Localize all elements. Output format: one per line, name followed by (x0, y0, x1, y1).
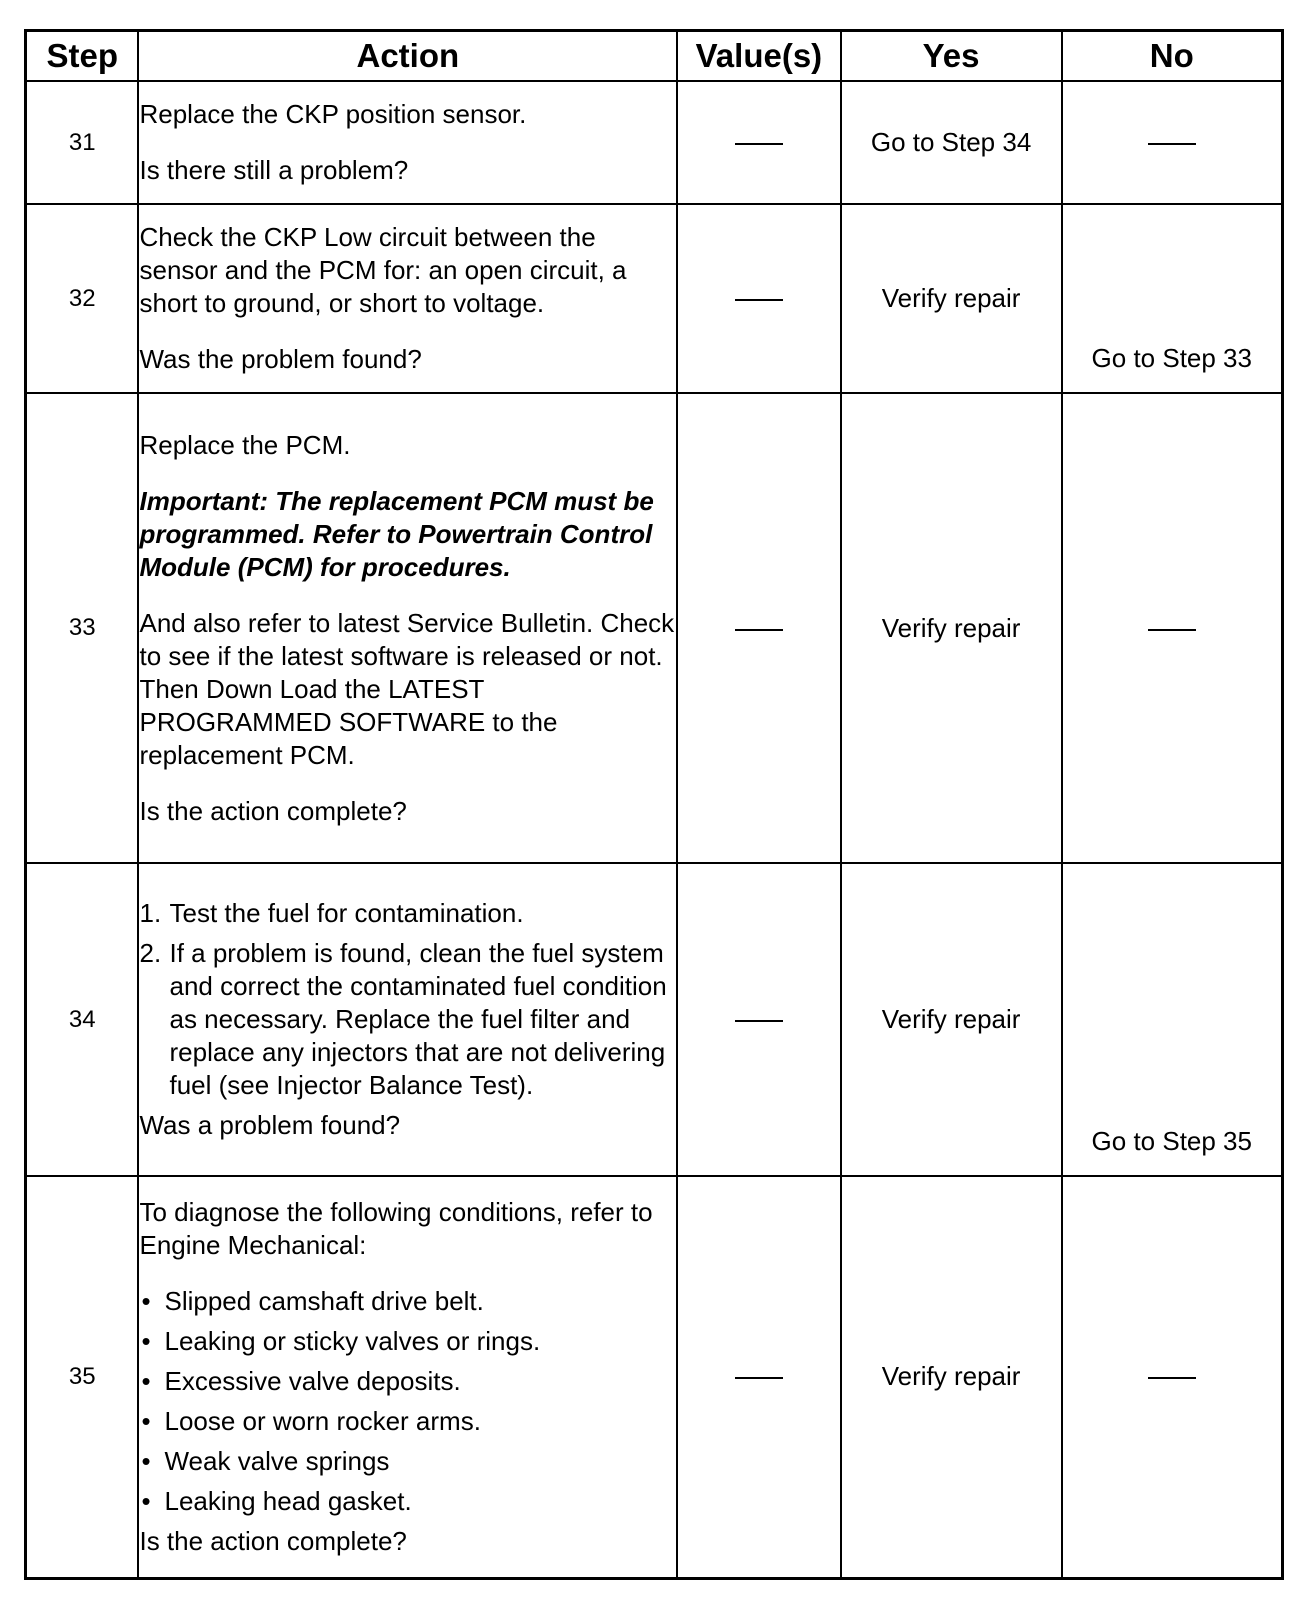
action-cell (138, 204, 677, 393)
diagnostic-table (24, 29, 1284, 1580)
dash-mark (735, 299, 783, 301)
dash-mark (1148, 629, 1196, 631)
header-action: Action (138, 31, 677, 82)
service-bulletin-note: And also refer to latest Service Bulletin. Check to see if the latest software is released or not. Then Down Load the LATEST PROGRAMMED SOFTWARE to the replacement PCM. (139, 607, 675, 770)
yes-cell: Verify repair (841, 1176, 1062, 1578)
table-row (26, 863, 1283, 1176)
list-item: • Weak valve springs (139, 1445, 676, 1478)
dash-mark (735, 143, 783, 145)
dash-mark (735, 1020, 783, 1022)
action-cell (138, 863, 677, 1176)
table-row (26, 81, 1283, 204)
yes-cell: Verify repair (841, 204, 1062, 393)
action-question: Is the action complete? (139, 1525, 407, 1556)
yes-cell: Verify repair (841, 393, 1062, 863)
important-note: Important: The replacement PCM must be programmed. Refer to Powertrain Control Module (PCM) for procedures. (139, 485, 654, 582)
bullet-list (139, 1285, 676, 1518)
list-number: 1. (139, 898, 162, 928)
step-number: 33 (26, 393, 139, 863)
no-cell: Go to Step 33 (1062, 204, 1283, 393)
step-number: 35 (26, 1176, 139, 1578)
no-cell (1062, 1176, 1283, 1578)
header-no: No (1062, 31, 1283, 82)
header-step: Step (26, 31, 139, 82)
no-cell (1062, 393, 1283, 863)
value-cell (677, 1176, 840, 1578)
action-cell (138, 1176, 677, 1578)
value-cell (677, 863, 840, 1176)
list-item: • Excessive valve deposits. (139, 1365, 676, 1398)
dash-mark (735, 629, 783, 631)
dash-mark (1148, 143, 1196, 145)
list-item (139, 897, 676, 930)
numbered-list (139, 897, 676, 1102)
value-cell (677, 204, 840, 393)
action-question: Is there still a problem? (139, 155, 409, 185)
value-cell (677, 81, 840, 204)
list-number: 2. (139, 938, 162, 968)
value-cell (677, 393, 840, 863)
list-item: • Loose or worn rocker arms. (139, 1405, 676, 1438)
list-item: • Leaking head gasket. (139, 1485, 676, 1518)
action-question: Was the problem found? (139, 344, 422, 374)
action-question: Is the action complete? (139, 795, 407, 826)
action-cell (138, 81, 677, 204)
no-cell: Go to Step 35 (1062, 863, 1283, 1176)
dash-mark (735, 1377, 783, 1379)
action-text: Replace the CKP position sensor. (139, 99, 527, 129)
dash-mark (1148, 1377, 1196, 1379)
header-row (26, 31, 1283, 82)
yes-cell: Go to Step 34 (841, 81, 1062, 204)
table-row (26, 204, 1283, 393)
action-text: Replace the PCM. (139, 429, 351, 460)
header-yes: Yes (841, 31, 1062, 82)
list-item: • Slipped camshaft drive belt. (139, 1285, 676, 1318)
action-question: Was a problem found? (139, 1110, 401, 1140)
action-text: Check the CKP Low circuit between the sensor and the PCM for: an open circuit, a short to ground, or short to voltage. (139, 222, 627, 318)
action-cell (138, 393, 677, 863)
table-row (26, 393, 1283, 863)
list-text: If a problem is found, clean the fuel system and correct the contaminated fuel condition as necessary. Replace the fuel filter and replace any injectors that are not delivering fuel (see Injector Balance Test). (169, 938, 667, 1100)
table-row (26, 1176, 1283, 1578)
list-item: • Leaking or sticky valves or rings. (139, 1325, 676, 1358)
action-text: To diagnose the following conditions, refer to Engine Mechanical: (139, 1196, 653, 1260)
step-number: 31 (26, 81, 139, 204)
list-item (139, 937, 676, 1102)
step-number: 34 (26, 863, 139, 1176)
list-text: Test the fuel for contamination. (169, 898, 524, 928)
header-values: Value(s) (677, 31, 840, 82)
step-number: 32 (26, 204, 139, 393)
no-cell (1062, 81, 1283, 204)
yes-cell: Verify repair (841, 863, 1062, 1176)
